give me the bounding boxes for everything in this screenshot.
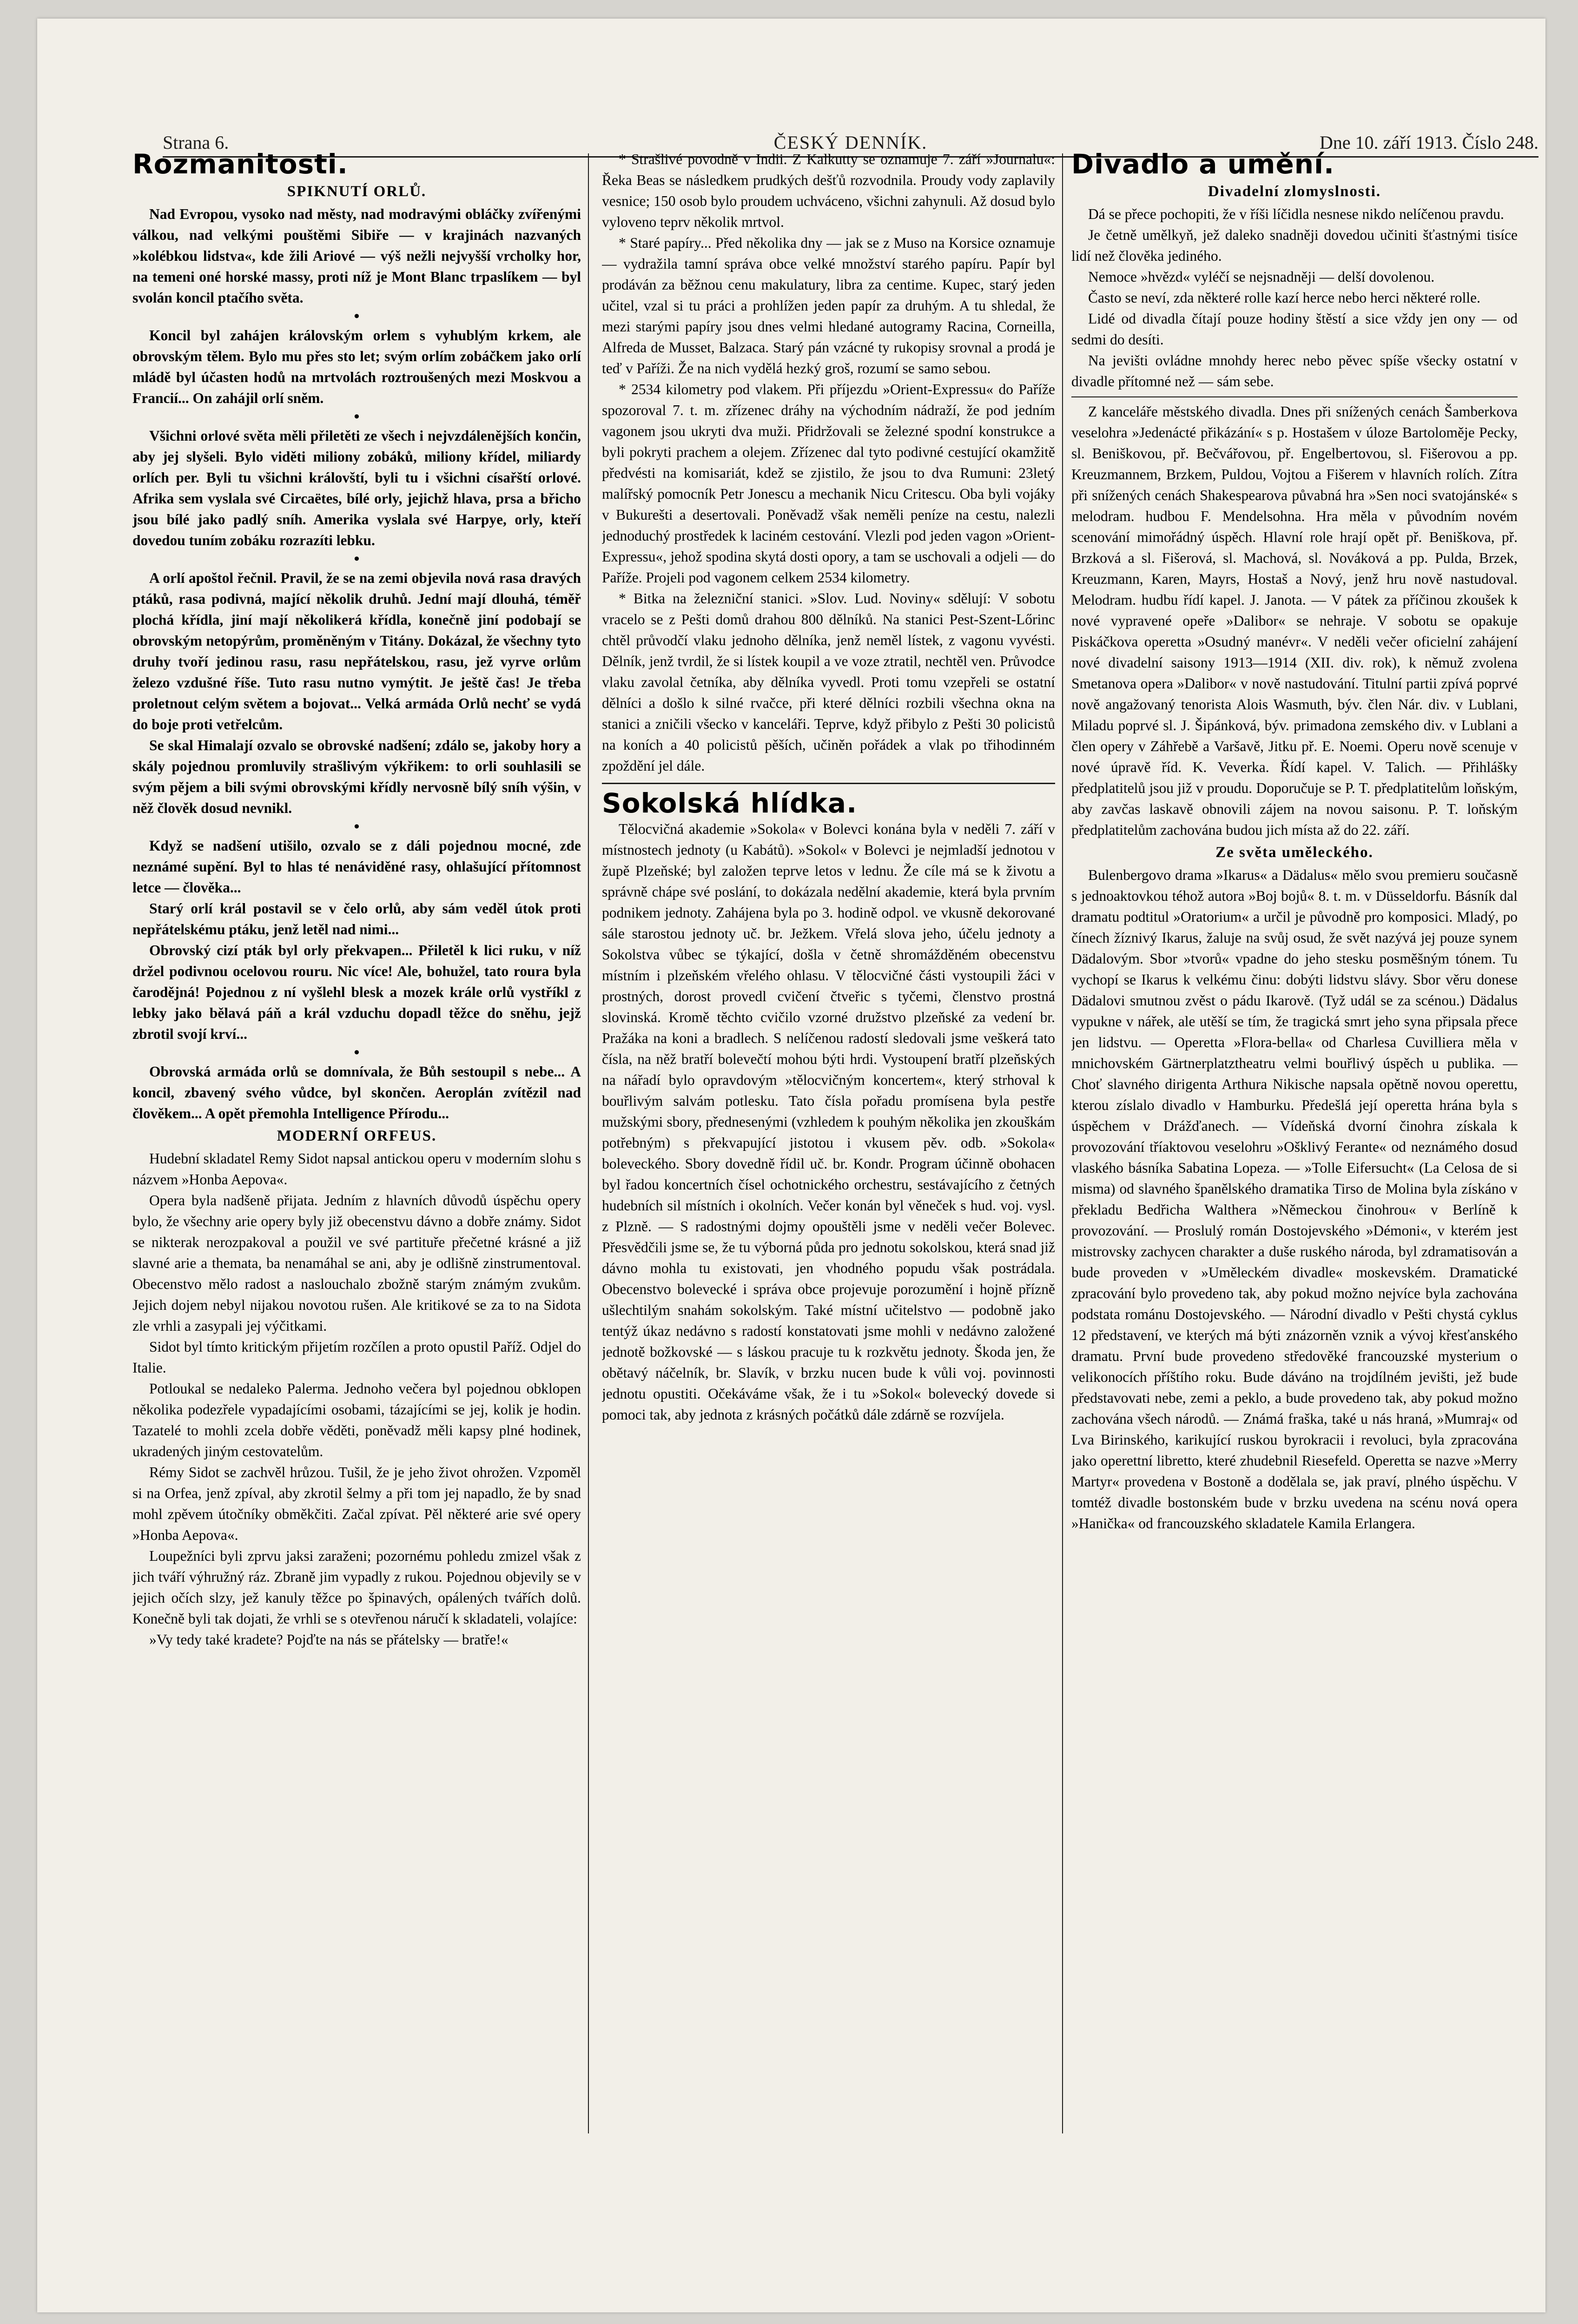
column-divadlo [1071, 149, 1518, 2143]
article-title: MODERNÍ ORFEUS. [277, 1128, 437, 1144]
paragraph: Sidot byl tímto kritickým přijetím rozčílen a proto opustil Paříž. Odjel do Italie. [132, 1339, 581, 1376]
section-title: Divadlo a umění. [1071, 149, 1335, 180]
paragraph: »Vy tedy také kradete? Pojďte na nás se přátelsky — bratře!« [149, 1631, 508, 1648]
paragraph: Když se nadšení utišilo, ozvalo se z dáli pojednou mocné, zde neznámé supění. Byl to hlas té nenáviděné rasy, ohlašující přítomnost letce — člověka... [132, 838, 581, 896]
paragraph: Koncil byl zahájen královským orlem s vyhublým krkem, ale obrovským tělem. Bylo mu přes sto let; svým orlím zobáčkem jako orlí mládě byl účasten hodů na mrtvolách roztroušených mezi Moskvou a Francií... On zahájil orlí sněm. [132, 327, 581, 406]
column-divider [1062, 153, 1063, 2133]
paragraph: Potloukal se nedaleko Palerma. Jednoho večera byl pojednou obklopen několika podezřele vypadajícími osobami, tázajícími se jej, kolik je hodin. Tazatelé to mohli zcela dobře věděti, poněvadž měli kapsy plné hodinek, ukradených jiným cestovatelům. [132, 1380, 581, 1459]
issue-date: Dne 10. září 1913. Číslo 248. [1319, 132, 1538, 153]
column-divider [588, 153, 589, 2133]
news-item: * Bitka na železniční stanici. »Slov. Lud. Noviny« sdělují: V sobotu vracelo se z Pešti domů drahou 800 dělníků. Na stanici Pest-Szent-Lőrinc chtěl průvodčí vlaku jednoho dělníka, jenž neměl lístek, z vagonu vyvésti. Dělník, jenž tvrdil, že si lístek koupil a ve voze ztratil, nechtěl ven. Průvodce vlaku zavolal četníka, aby dělníka vyvedl. Proti tomu vzepřeli se ostatní dělníci a došlo k silné rvačce, při které dělníci rozbili všechna okna na stanici a zničili všecko v kanceláři. Teprve, když přibylo z Pešti 30 policistů na koních a 40 policistů pěších, učiněn pořádek a vlak po třihodinném zpoždění jel dále. [602, 590, 1055, 774]
paragraph: Na jevišti ovládne mnohdy herec nebo pěvec spíše všecky ostatní v divadle přítomné než — sám sebe. [1071, 352, 1518, 390]
column-rozmanitosti [132, 149, 581, 2143]
paragraph: Obrovský cizí pták byl orly překvapen... Přiletěl k lici ruku, v níž držel podivnou ocelovou rouru. Nic více! Ale, bohužel, tato roura byla čarodějná! Pojednou z ní vyšlehl blesk a mozek krále orlů vystříkl z lebky jako bělavá páň a král vzduchu dopadl těžce do sněhu, jejž zbrotil svojí krví... [132, 942, 581, 1042]
paragraph: Nemoce »hvězd« vyléčí se nejsnadněji — delší dovolenou. [1088, 269, 1435, 285]
news-item: * Staré papíry... Před několika dny — jak se z Muso na Korsice oznamuje — vydražila tamní správa obce velké množství starého papíru. Papír byl prodáván za běžnou cenu makulatury, libra za centime. Kupec, starý jeden učitel, vzal si tu práci a prohlížen jeden papír za druhým. A tu shledal, že mezi starými papíry jsou dnes velmi hledané autogramy Racina, Corneilla, Alfreda de Musset, Balzaca. Starý pán vzácné ty rukopisy srovnal a prodá je teď v Paříži. Že na nich vydělá hezký groš, rozumí se samo sebou. [602, 235, 1055, 376]
column-news [602, 149, 1055, 2143]
paragraph: Starý orlí král postavil se v čelo orlů, aby sám veděl útok proti nepřátelskému ptáku, jenž letěl nad nimi... [132, 900, 581, 938]
news-item: * Strašlivé povodně v Indii. Z Kalkutty se oznamuje 7. září »Journalu«: Řeka Beas se následkem prudkých dešťů rozvodnila. Proudy vody zaplavily vesnice; 150 osob bylo proudem uchváceno, všichni zahynuli. Až dosud bylo vyloveno teprv několik mrtvol. [602, 151, 1055, 230]
page-number: Strana 6. [163, 132, 229, 153]
separator-bullet: • [354, 408, 360, 425]
paragraph: Z kanceláře městského divadla. Dnes při snížených cenách Šamberkova veselohra »Jedenácté přikázání« s p. Hostašem v úloze Bartoloměje Pecky, sl. Beniškovou, př. Bečvářovou, př. Engelbertovou, sl. Fišerovou a pp. Kreuzmannem, Brzkem, Puldou, Vojtou a Fišerem v hlavních rolích. Zítra při snížených cenách Shakespearova půvabná hra »Sen noci svatojánské« s melodram. hudbou F. Mendelsohna. Hra měla v původním novém scenování mimořádný úspěch. Hlavní role hrají opět př. Beniškova, př. Brzková a sl. Fišerová, sl. Machová, sl. Nováková a pp. Pulda, Brzek, Kreuzmann, Karen, Mayrs, Hostaš a Nový, jenž hru nově nastudoval. Melodram. hudbu řídí kapel. J. Janota. — V pátek za příčinou zkoušek k nové vypravené opeře »Dalibor« se nehraje. V sobotu se opakuje Piskáčkova operetta »Osudný manévr«. V neděli večer oficielní zahájení nové divadelní saisony 1913—1914 (XII. div. rok), k němuž zvolena Smetanova opera »Dalibor« v nově nastudování. Titulní partii zpívá poprvé nově angažovaný tenorista Alois Wasmuth, býv. člen Nár. div. v Lublani, Miladu poprvé sl. J. Šipánková, býv. primadona zemského div. v Lublani a člen opery v Záhřebě a Varšavě, Jitku př. E. Noemi. Operu nově scenuje v nové úpravě říd. K. Veverka. Řídí kapel. V. Talich. — Přihlášky předplatitelů jsou již v proudu. Doporučuje se P. T. předplatitelům loňským, aby zavčas laskavě obnovili zájem na novou saisonu. P. T. loňským předplatitelům zachována budou jich místa až do 22. září. [1071, 403, 1518, 838]
paragraph: Se skal Himalají ozvalo se obrovské nadšení; zdálo se, jakoby hory a skály pojednou promluvily strašlivým výkřikem: to orli souhlasili se svým pějem a bili svými obrovskými křídly nervosně bílý sníh výšin, v něž člověk dosud nevnikl. [132, 737, 581, 816]
section-title: Rozmanitosti. [132, 149, 348, 180]
article-title: Divadelní zlomyslnosti. [1208, 183, 1381, 200]
separator-bullet: • [354, 1044, 360, 1061]
article-title: Ze světa uměleckého. [1215, 844, 1373, 861]
paragraph: Všichni orlové světa měli přiletěti ze všech i nejvzdálenějších končin, aby jej slyšeli. Bylo viděti miliony zobáků, miliony křídel, miliardy orlích per. Byli tu všichni královští, byli tu i všichni císařští orlové. Afrika sem vyslala své Circaëtes, bílé orly, jejichž hlava, prsa a břicho jsou bílé jako padlý sníh. Amerika vyslala své Harpye, orly, kteří dovedou tuním zobáku rozrazíti lebku. [132, 428, 581, 548]
masthead: ČESKÝ DENNÍK. [773, 132, 928, 153]
section-title: Sokolská hlídka. [602, 787, 858, 819]
paragraph: Hudební skladatel Remy Sidot napsal antickou operu v moderním slohu s názvem »Honba Aepova«. [132, 1150, 581, 1188]
news-item: * 2534 kilometry pod vlakem. Při příjezdu »Orient-Expressu« do Paříže spozoroval 7. t. m. zřízenec dráhy na východním nádraží, že pod jedním vagonem jsou ukryti dva muži. Přidržovali se železné spodní konstrukce a byli pokryti prachem a olejem. Zřízenec dal tyto podivné cestující okamžitě předvésti na komisariát, kdež se zjistilo, že jsou to dva Rumuni: 23letý malířský pomocník Petr Jonescu a mechanik Nicu Critescu. Oba byli vojáky v Bukurešti a desertovali. Poněvadž však neměli peníze na cestu, nalezli jednoduchý prostředek k laciném cestování. Vlezli pod jeden vagon »Orient-Expressu«, jehož spodina skytá dosti opory, a tam se uschovali a odjeli — do Paříže. Projeli pod vagonem celkem 2534 kilometry. [602, 381, 1055, 586]
paragraph: Často se neví, zda některé rolle kazí herce nebo herci některé rolle. [1088, 290, 1480, 306]
section-rule [602, 783, 1055, 784]
paragraph: Lidé od divadla čítají pouze hodiny štěstí a sice vždy jen ony — od sedmi do desíti. [1071, 310, 1518, 348]
separator-bullet: • [354, 818, 360, 835]
paragraph: Loupežníci byli zprvu jaksi zaraženi; pozornému pohledu zmizel však z jich tváří výhružný ráz. Zbraně jim vypadly z rukou. Pojednou objevily se v jejich očích slzy, jež kanuly těžce po špinavých, opálených tvářích dolů. Konečně byli tak dojati, že vrhli se s otevřenou náručí k skladateli, volajíce: [132, 1548, 581, 1627]
paragraph: A orlí apoštol řečnil. Pravil, že se na zemi objevila nová rasa dravých ptáků, rasa podivná, mající několik druhů. Jední mají dlouhá, téměř plochá křídla, jiní mají několikerá křídla, konečně jiní podobají se obrovským netopýrům, proměněným v Titány. Dokázal, že všechny tyto druhy tvoří jedinou rasu, rasu nepřátelskou, rasu, jež vyrve orlům železo vzdušné říše. Tuto rasu nutno vymýtit. Je ještě čas! Je třeba proletnout celým světem a bojovat... Velká armáda Orlů nechť se vydá do boje proti vetřelcům. [132, 570, 581, 733]
paragraph: Obrovská armáda orlů se domnívala, že Bůh sestoupil s nebe... A koncil, zbavený svého vůdce, byl skončen. Aeroplán zvítězil nad člověkem... A opět přemohla Intelligence Přírodu... [132, 1063, 581, 1122]
paragraph: Dá se přece pochopiti, že v říši líčidla nesnese nikdo nelíčenou pravdu. [1088, 206, 1504, 222]
separator-bullet: • [354, 308, 360, 325]
paragraph: Rémy Sidot se zachvěl hrůzou. Tušil, že je jeho život ohrožen. Vzpoměl si na Orfea, jenž zpíval, aby zkrotil šelmy a při tom jej napadlo, že by snad mohl zpěvem útočníky obměkčiti. Začal zpívat. Pěl některé arie své opery »Honba Aepova«. [132, 1464, 581, 1543]
paragraph: Tělocvičná akademie »Sokola« v Bolevci konána byla v neděli 7. září v místnostech jednoty (u Kabátů). »Sokol« v Bolevci je nejmladší jednotou v župě Plzeňské; byl založen teprve letos v lednu. Že cíle má se k životu a správně chápe své poslání, to dokázala nedělní akademie, která byla prvním podnikem jednoty. Zahájena byla po 3. hodině odpol. ve vkusně dekorované sále starostou jednoty uč. br. Ježkem. Vřelá slova jeho, účelu jednoty a Sokolstva vůbec se týkající, došla v četně shromážděném obecenstvu místním i plzeňském vřelého ohlasu. V tělocvičné části vystoupili žáci v prostných, dorost provedl cvičení čtveřic s tyčemi, členstvo prostná slovinská. Kromě těchto cvičilo vzorné družstvo plzeňské za vedení br. Pražáka na koni a bradlech. S nelíčenou radostí sledovali jsme veškerá tato čísla, na něž bratří bolevečtí mohou býti hrdi. Vystoupení bratří plzeňských na nářadí bylo opravdovým »tělocvičným koncertem«, který strhoval k bouřlivým salvám potlesku. Tato čísla pořadu promísena byla pestře mužskými sbory, přednesenými (vzhledem k pouhým několika jen zkouškám potřebným) s překvapující jistotou i vkusem pěv. odb. »Sokola« boleveckého. Sbory dovedně řídil uč. br. Kondr. Program účinně obohacen byl řadou koncertních čísel ochotnického orchestru, sestávajícího z četných hudebních sil místních i okolních. Večer konán byl věneček s hud. voj. vysl. z Plzně. — S radostnými dojmy opouštěli jsme v neděli večer Bolevec. Přesvědčili jsme se, že tu výborná půda pro jednotu sokolskou, která snad již dávno mohla tu existovati, jen vhodného popudu však postrádala. Obecenstvo bolevecké i správa obce projevuje porozumění i hojně přízně ušlechtilým snahám sokolským. Také místní učitelstvo — podobně jako tentýž úkaz nedávno s radostí konstatovati jsme mohli v nedávno založené jednotě božkovské — s láskou pracuje tu k rozkvětu jednoty. Škoda jen, že obětavý náčelník, br. Slavík, v brzku nucen bude k vůli voj. povinnosti jednotu opustiti. Očekáváme však, že i tu »Sokol« bolevecký dovede si pomoci tak, aby jednota z krásných počátků dále zdárně se rozvíjela. [602, 821, 1055, 1423]
paragraph: Je četně umělkyň, jež daleko snadněji dovedou učiniti šťastnými tisíce lidí než člověka jediného. [1071, 227, 1518, 264]
paragraph: Nad Evropou, vysoko nad městy, nad modravými obláčky zvířenými válkou, nad velkými pouštěmi Sibiře — v krajinách nazvaných »kolébkou lidstva«, kde žili Ariové — výš nežli nejvyšší vrcholky hor, na temeni oné horské massy, proti níž je Mont Blanc trpaslíkem — byl svolán koncil ptačího světa. [132, 206, 581, 306]
article-title: SPIKNUTÍ ORLŮ. [287, 183, 427, 200]
separator-bullet: • [354, 550, 360, 568]
paragraph: Opera byla nadšeně přijata. Jedním z hlavních důvodů úspěchu opery bylo, že všechny arie opery byly již obecenstvu dávno a dobře známy. Sidot se nikterak nerozpakoval a použil ve své partituře přečetné krásné a již slavné arie a themata, ba nenamáhal se ani, aby je odlišně zinstrumentoval. Obecenstvo mělo radost a naslouchalo zbožně starým známým zvukům. Jejich dojem nebyl nijakou novotou rušen. Ale kritikové se za to na Sidota zle vrhli a zasypali jej výčitkami. [132, 1192, 581, 1334]
section-rule [1071, 396, 1518, 397]
paragraph: Bulenbergovo drama »Ikarus« a Dädalus« mělo svou premieru současně s jednoaktovkou téhož autora »Boj bojů« 8. t. m. v Düsseldorfu. Básník dal dramatu podtitul »Oratorium« a určil je původně pro komposici. Mladý, po čínech žíznivý Ikarus, žaluje na svůj osud, že svět nazývá jej pouze synem Dädalovým. Sbor »tvorů« vpadne do jeho stesku posměšným tónem. Tu vychopí se Ikarus k velkému činu: dobýti lidstvu slávy. Sbor věru donese Dädalovi smutnou zvěst o pádu Ikarově. (Tyž udál se za scénou.) Dädalus vypukne v nářek, ale utěší se tím, že tragická smrt jeho syna připsala přece jen lidstvu. — Operetta »Flora-bella« od Charlesa Cuvilliera měla v mnichovském Gärtnerplatztheatru velmi bouřlivý úspěch u publika. — Choť slavného dirigenta Arthura Nikische napsala opětně novou operettu, kterou zíslalo divadlo v Hamburku. Předešlá její operetta hrána byla s úspěchem v Drážďanech. — Vídeňská dvorní činohra získala k provozování tříaktovou veselohru »Ošklivý Ferante« od neznámého dosud vlaského básníka Sabatina Lopeza. — »Tolle Eifersucht« (La Celosa de si misma) od slavného španělského dramatika Tirso de Molina byla získáno v překladu Bedřicha Walthera »Německou činohrou« v Berlíně k provozování. — Proslulý román Dostojevského »Démoni«, v kterém jest mistrovsky zachycen charakter a duše ruského národa, byl zdramatisován a bude proveden v »Uměleckém divadle« moskevském. Dramatické zpracování bylo provedeno tak, aby pokud možno nejvíce byla zachována podstata románu Dostojevského. — Národní divadlo v Pešti chystá cyklus 12 představení, ve kterých má býti znázorněn vznik a vývoj křesťanského dramatu. První bude provedeno středověké francouzské mysterium o velikonocích příštího roku. Bude dáváno na trojdílném jevišti, jež bude představovati nebe, zemi a peklo, a bude provedeno tak, aby pokud možno zachována všech národů. — Známá fraška, také u nás hraná, »Mumraj« od Lva Birinského, karikující ruskou byrokracii i revoluci, byla zpracována jako operettní libretto, které zhudebnil Riesefeld. Operetta se nazve »Merry Martyr« provedena v Bostoně a dodělala se, jak praví, plného úspěchu. V tomtéž divadle bostonském bude v brzku uvedena na scénu nová opera »Hanička« od francouzského skladatele Kamila Erlangera. [1071, 867, 1518, 1532]
